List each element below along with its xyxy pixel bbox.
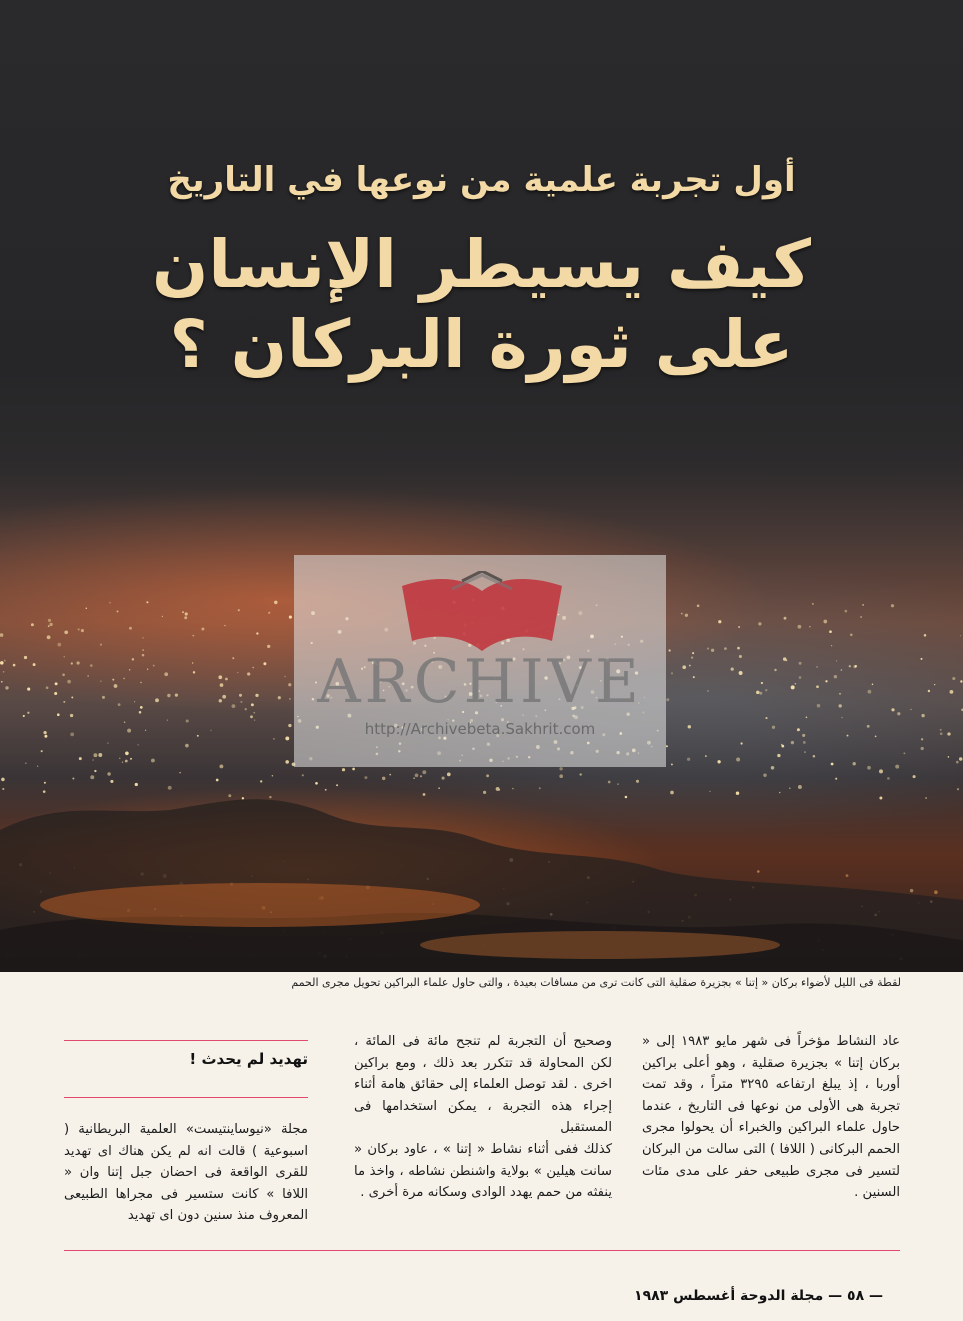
column2-paragraph2: كذلك ففى أثناء نشاط « إتنا » ، عاود بركان « سانت هيلين » بولاية واشنطن نشاطه ، واخذ ما ينفثه من حمم يهدد الوادى وسكانه مرة أخرى . xyxy=(354,1141,612,1201)
sidebar-title-rule xyxy=(64,1097,308,1098)
column2-paragraph1: وصحيح أن التجربة لم تنجح مائة فى المائة ، لكن المحاولة قد تتكرر بعد ذلك ، ومع براكين اخرى . لقد توصل العلماء إلى حقائق هامة أثناء إجراء هذه التجربة ، يمكن استخدامها فى المستقبل xyxy=(354,1034,612,1136)
archive-watermark xyxy=(294,555,666,767)
article-title-line1: كيف يسيطر الإنسان xyxy=(152,226,811,303)
article-kicker: أول تجربة علمية من نوعها في التاريخ xyxy=(167,160,796,200)
page-footer: — ٥٨ — مجلة الدوحة أغسطس ١٩٨٣ xyxy=(634,1288,883,1304)
column1-text: عاد النشاط مؤخراً فى شهر مايو ١٩٨٣ إلى « بركان إتنا » بجزيرة صقلية ، وهو أعلى براكين أوربا ، إذ يبلغ ارتفاعه ٣٢٩٥ متراً ، وقد تمت تجربة هى الأولى من نوعها فى التاريخ ، عندما حاول علماء البراكين والخبراء أن يحولوا مجرى الحمم البركانى ( اللافا ) التى سالت من البركان لتسير فى مجرى طبيعى حفر على مدى مئات السنين . xyxy=(642,1034,900,1201)
sidebar-title: تهديد لم يحدث ! xyxy=(189,1050,308,1068)
article-column-1 xyxy=(642,1031,900,1204)
sidebar-text: مجلة «نيوساينتيست» العلمية البريطانية ( اسبوعية ) قالت انه لم يكن هناك اى تهديد للقرى الواقعة فى احضان جبل إتنا وان « اللافا » كانت ستسير فى مجراها الطبيعى المعروف منذ سنين دون اى تهديد xyxy=(64,1122,308,1224)
article-column-2 xyxy=(354,1031,612,1204)
watermark-url: http://Archivebeta.Sakhrit.com xyxy=(364,720,596,738)
bottom-rule xyxy=(64,1250,900,1251)
photo-caption: لقطة فى الليل لأضواء بركان « إتنا » بجزيرة صقلية التى كانت ترى من مسافات بعيدة ، والتى حاول علماء البراكين تحويل مجرى الحمم xyxy=(291,976,901,989)
sidebar-top-rule xyxy=(64,1040,308,1041)
watermark-name: ARCHIVE xyxy=(317,647,643,717)
article-title-line2: على ثورة البركان ؟ xyxy=(169,306,794,383)
sidebar-column xyxy=(64,1119,308,1227)
